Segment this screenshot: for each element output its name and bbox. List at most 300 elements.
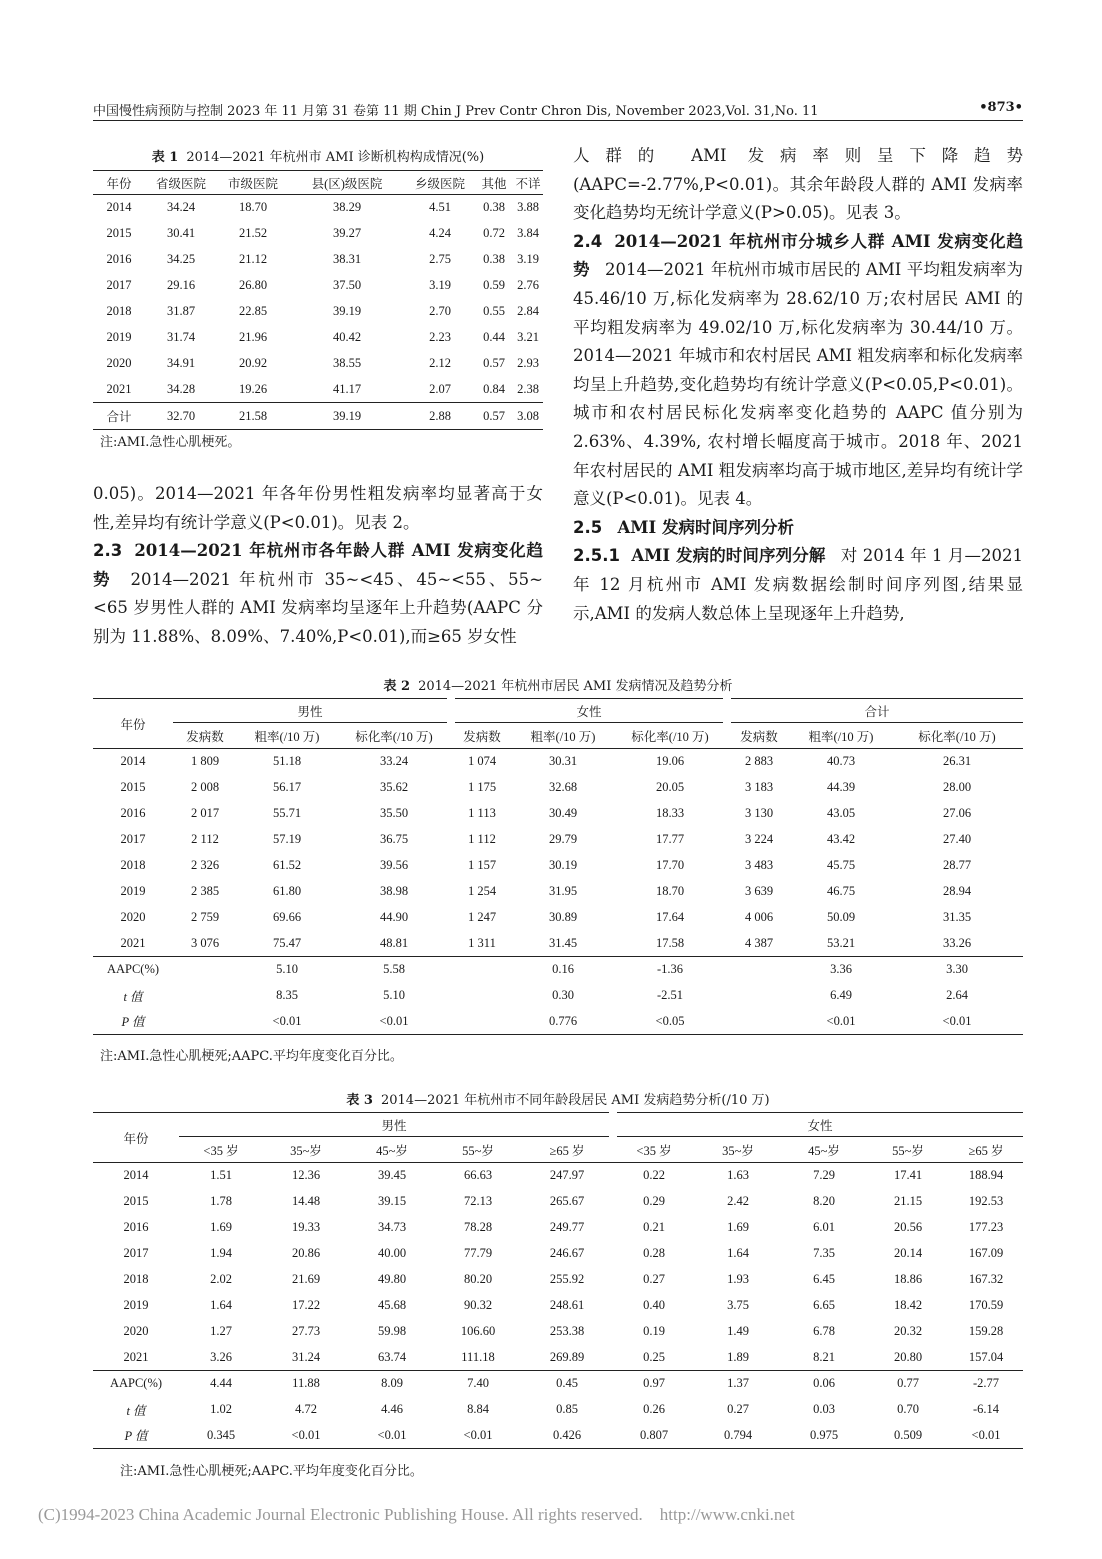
table-cell: 17.70: [655, 858, 685, 872]
table-cell: 12.36: [291, 1168, 321, 1183]
table3-year-header: 年份: [93, 1113, 179, 1163]
table-cell: 90.32: [463, 1298, 493, 1312]
table-cell: 34.91: [166, 356, 196, 370]
table-cell: 2 385: [190, 884, 220, 898]
table1-row: [93, 351, 543, 377]
table-cell: 8.35: [276, 988, 298, 1002]
table-cell: 18.70: [655, 884, 685, 898]
table-cell: [727, 957, 791, 983]
table2-subheader-row: [93, 723, 1023, 749]
table-cell: 32.70: [166, 408, 196, 423]
table-cell: 2.75: [429, 252, 451, 266]
table-cell: 39.19: [332, 408, 362, 423]
table2-subheader: 粗率(/10 万): [808, 729, 874, 744]
table-cell: 20.32: [893, 1324, 923, 1338]
table1-header-cell: 省级医院: [155, 176, 206, 191]
table-cell: 40.73: [826, 754, 856, 769]
table-cell: 26.31: [942, 754, 972, 769]
table-cell: 14.48: [291, 1194, 321, 1208]
table-cell: 3.75: [727, 1298, 749, 1312]
table3-title: 2014—2021 年杭州市不同年龄段居民 AMI 发病趋势分析(/10 万): [380, 1093, 770, 1108]
table-cell: [451, 983, 513, 1009]
table-cell: 34.24: [166, 200, 196, 215]
table-cell: 43.42: [826, 832, 856, 846]
section-number: 2.5.1: [573, 546, 620, 566]
table-cell: 18.70: [238, 200, 268, 215]
table2-row: [93, 853, 1023, 879]
table-cell: 39.27: [332, 226, 362, 240]
table-cell: 35.62: [379, 780, 409, 794]
row-label-cell: 2016: [106, 252, 132, 266]
table-cell: 8.20: [813, 1194, 835, 1208]
table-cell: 3 183: [744, 780, 774, 794]
table-cell: 61.52: [272, 858, 302, 872]
table-cell: 0.794: [723, 1427, 753, 1442]
table-cell: 2.12: [429, 356, 451, 370]
table3-subheader: 45~岁: [808, 1143, 840, 1158]
table-cell: 11.88: [292, 1376, 320, 1391]
table-cell: 2.76: [517, 278, 539, 292]
table-cell: 50.09: [826, 910, 856, 924]
table2-subheader: 粗率(/10 万): [530, 729, 596, 744]
table-cell: 44.90: [379, 910, 409, 924]
table-cell: 0.44: [483, 330, 505, 344]
table3-group-row: [93, 1113, 1023, 1137]
table-cell: 20.14: [893, 1246, 923, 1260]
table-cell: -2.51: [656, 988, 684, 1002]
table-cell: 44.39: [826, 780, 856, 794]
table-cell: <0.01: [463, 1427, 493, 1442]
left-paragraph: 0.05)。2014—2021 年各年份男性粗发病率均显著高于女性,差异均有统计学意义(P<0.01)。见表 2。: [93, 484, 543, 532]
table2-subheader: 粗率(/10 万): [254, 729, 320, 744]
table-cell: [727, 1009, 791, 1035]
table-cell: 0.72: [483, 226, 505, 240]
row-label-cell: 2016: [120, 806, 146, 820]
table2-group-row: [93, 699, 1023, 723]
table-cell: <0.01: [971, 1427, 1001, 1442]
table-cell: 0.27: [727, 1402, 749, 1416]
table3-group-header: 男性: [179, 1113, 613, 1137]
table-cell: 3.19: [517, 252, 539, 266]
table-cell: 40.00: [377, 1246, 407, 1260]
table-cell: 2.88: [429, 408, 451, 423]
table-cell: 20.86: [291, 1246, 321, 1260]
table-cell: 1.27: [210, 1324, 232, 1338]
table-cell: 0.84: [483, 381, 505, 396]
table-cell: 39.56: [379, 858, 409, 872]
table-cell: 36.75: [379, 832, 409, 846]
table-cell: 1.93: [727, 1272, 749, 1286]
table-cell: 188.94: [968, 1168, 1004, 1183]
table3-stat-row: [93, 1397, 1023, 1423]
table-cell: 0.03: [813, 1402, 835, 1416]
table-cell: 45.68: [377, 1298, 407, 1312]
table-cell: 6.65: [813, 1298, 835, 1312]
table-cell: 1.51: [210, 1168, 232, 1183]
table-cell: 4.24: [429, 226, 451, 240]
table-cell: 34.25: [166, 252, 196, 266]
table2-group-header: 合计: [727, 699, 1023, 723]
section-body: 2014—2021 年杭州市 35~<45、45~<55、55~<65 岁男性人群的 AMI 发病率均呈逐年上升趋势(AAPC 分别为 11.88%、8.09%、7.40%,P<0.01),而≥65 岁女性: [93, 569, 544, 646]
section-2-5: [573, 514, 1023, 543]
table-cell: 167.09: [968, 1246, 1004, 1260]
table-cell: 38.98: [379, 884, 409, 898]
table-cell: 2 326: [190, 858, 220, 872]
table-cell: 3.19: [429, 278, 451, 292]
table-cell: 4.46: [381, 1402, 403, 1416]
table-cell: 0.28: [643, 1246, 665, 1260]
table-cell: 40.42: [332, 330, 362, 344]
table-cell: 21.96: [238, 330, 268, 344]
table-cell: 3 076: [190, 935, 220, 950]
table-cell: 0.70: [897, 1402, 919, 1416]
table-cell: 2 883: [744, 754, 774, 769]
page-number: •873•: [979, 100, 1023, 115]
table-cell: 43.05: [826, 806, 856, 820]
table-cell: 4 006: [744, 910, 774, 924]
table2-subheader: 发病数: [463, 729, 501, 744]
table1-caption: [93, 146, 543, 165]
table3-caption: [93, 1089, 1023, 1108]
table1-header-cell: 其他: [481, 176, 507, 191]
table-cell: 2.64: [946, 988, 968, 1002]
table3-subheader: <35 岁: [203, 1143, 239, 1158]
row-label-cell: 2018: [120, 858, 146, 872]
table-cell: 17.77: [655, 832, 685, 846]
table1-row: [93, 377, 543, 403]
table-cell: 0.97: [643, 1376, 665, 1391]
table-cell: 1 113: [468, 806, 496, 820]
table-cell: 27.73: [291, 1324, 321, 1338]
section-body: 对 2014 年 1 月—2021 年 12 月杭州市 AMI 发病数据绘制时间序列图,结果显示,AMI 的发病人数总体上呈现逐年上升趋势,: [573, 546, 1023, 623]
table-cell: 0.55: [483, 304, 505, 318]
table-cell: 38.55: [332, 356, 362, 370]
table-cell: 18.86: [893, 1272, 923, 1286]
table-cell: 1 809: [190, 754, 220, 769]
table-cell: 1.89: [727, 1349, 749, 1364]
row-label-cell: 2020: [106, 356, 132, 370]
table-cell: 106.60: [460, 1324, 496, 1338]
table1-row: [93, 299, 543, 325]
table-cell: 249.77: [549, 1220, 585, 1234]
row-label-cell: 合计: [106, 410, 132, 424]
table2-label: 表 2: [383, 679, 411, 694]
table3-label: 表 3: [346, 1093, 373, 1108]
table-cell: 3.84: [517, 226, 539, 240]
table-cell: 0.26: [643, 1402, 665, 1416]
table2-subheader: 标化率(/10 万): [631, 729, 709, 744]
table-cell: 2.42: [727, 1194, 749, 1208]
table-cell: 53.21: [826, 935, 856, 950]
table3-subheader: 55~岁: [462, 1143, 494, 1158]
row-label-cell: 2014: [120, 754, 146, 769]
table-cell: 0.16: [552, 962, 574, 977]
table-cell: 39.19: [332, 304, 362, 318]
table-cell: 30.19: [548, 858, 578, 872]
right-column: [573, 142, 1023, 628]
table-cell: 2.38: [517, 381, 539, 396]
table-cell: 0.776: [548, 1013, 578, 1028]
table3-row: [93, 1163, 1023, 1189]
table1-title: 2014—2021 年杭州市 AMI 诊断机构构成情况(%): [186, 150, 485, 165]
table-cell: 159.28: [968, 1324, 1004, 1338]
table-cell: 38.29: [332, 200, 362, 215]
table-cell: 1 254: [467, 884, 497, 898]
table-cell: 2.07: [429, 381, 451, 396]
table-cell: 72.13: [463, 1194, 493, 1208]
table3-subheader: 55~岁: [892, 1143, 924, 1158]
table-cell: 18.42: [893, 1298, 923, 1312]
table-cell: 22.85: [238, 304, 268, 318]
table1-header-cell: 乡级医院: [414, 176, 465, 191]
table-cell: 1.64: [210, 1298, 232, 1312]
table-cell: 5.58: [383, 962, 405, 977]
table-cell: 6.49: [830, 988, 852, 1002]
row-label-cell: 2020: [123, 1324, 149, 1338]
table-cell: 2 112: [191, 832, 219, 846]
table-cell: 31.74: [166, 330, 196, 344]
section-title: 2014—2021 年杭州市各年龄人群 AMI 发病变化趋势: [93, 541, 543, 589]
table-cell: [451, 1009, 513, 1035]
table-cell: 19.33: [291, 1220, 321, 1234]
table-cell: 0.807: [639, 1427, 669, 1442]
table1-header-cell: 市级医院: [227, 176, 278, 191]
table-cell: 20.05: [655, 780, 685, 794]
table-cell: 0.27: [643, 1272, 665, 1286]
table-cell: 8.21: [813, 1349, 835, 1364]
table3-row: [93, 1293, 1023, 1319]
table-cell: 69.66: [272, 910, 302, 924]
table-cell: 35.50: [379, 806, 409, 820]
table-cell: <0.01: [942, 1013, 972, 1028]
table3-note: 注:AMI.急性心肌梗死;AAPC.平均年度变化百分比。: [120, 1464, 423, 1479]
row-label-cell: t 值: [123, 989, 143, 1004]
row-label-cell: 2018: [106, 304, 132, 318]
table-cell: 78.28: [463, 1220, 493, 1234]
table-cell: 49.80: [377, 1272, 407, 1286]
table2-subheader: 标化率(/10 万): [355, 729, 433, 744]
left-column: [93, 480, 543, 652]
table-cell: 29.16: [166, 278, 196, 292]
table2-note: 注:AMI.急性心肌梗死;AAPC.平均年度变化百分比。: [100, 1049, 403, 1064]
table-cell: 1.69: [210, 1220, 232, 1234]
table-cell: 28.94: [942, 884, 972, 898]
table-cell: 248.61: [549, 1298, 585, 1312]
table3-row: [93, 1267, 1023, 1293]
table-cell: 30.89: [548, 910, 578, 924]
table-cell: 17.64: [655, 910, 685, 924]
table-cell: 0.29: [643, 1194, 665, 1208]
table-cell: -2.77: [972, 1376, 1000, 1391]
table-cell: 32.68: [548, 780, 578, 794]
table-cell: 31.24: [291, 1349, 321, 1364]
table-cell: 0.975: [809, 1427, 839, 1442]
section-title: 2014—2021 年杭州市分城乡人群 AMI 发病变化趋势: [573, 231, 1023, 280]
table-cell: 0.30: [552, 988, 574, 1002]
table-cell: 0.19: [643, 1324, 665, 1338]
table-cell: 4 387: [744, 935, 774, 950]
table-cell: 59.98: [377, 1324, 407, 1338]
table-cell: 4.72: [295, 1402, 317, 1416]
table3-group-header: 女性: [613, 1113, 1023, 1137]
table2-row: [93, 801, 1023, 827]
table3-stat-row: [93, 1371, 1023, 1397]
table-cell: <0.01: [377, 1427, 407, 1442]
table-cell: 0.85: [556, 1402, 578, 1416]
table2-subheader: 标化率(/10 万): [918, 729, 996, 744]
table-cell: 17.41: [893, 1168, 923, 1183]
table-cell: 5.10: [276, 962, 298, 977]
table-cell: 5.10: [383, 988, 405, 1002]
table2-stat-row: [93, 957, 1023, 983]
table-cell: 177.23: [968, 1220, 1004, 1234]
table-cell: 1.02: [210, 1402, 232, 1416]
table-cell: [173, 957, 237, 983]
table-cell: 17.22: [291, 1298, 321, 1312]
table-cell: 1 247: [467, 910, 497, 924]
row-label-cell: 2015: [106, 226, 132, 240]
table-cell: 21.15: [893, 1194, 923, 1208]
table3-stat-row: [93, 1423, 1023, 1449]
table-cell: 26.80: [238, 278, 268, 292]
table1-row: [93, 247, 543, 273]
table-cell: 33.26: [942, 935, 972, 950]
table2-stat-row: [93, 983, 1023, 1009]
table-cell: 8.84: [467, 1402, 489, 1416]
table1-row: [93, 195, 543, 221]
row-label-cell: 2014: [106, 200, 132, 215]
table3-subheader: ≥65 岁: [549, 1143, 585, 1158]
table-cell: 2.70: [429, 304, 451, 318]
table-cell: 253.38: [549, 1324, 585, 1338]
table-cell: -1.36: [656, 962, 684, 977]
table2: [93, 698, 1023, 1035]
section-2-3: [93, 537, 543, 651]
table-cell: 1.37: [727, 1376, 749, 1391]
table-cell: 7.29: [813, 1168, 835, 1183]
table-cell: 75.47: [272, 935, 302, 950]
table-cell: 31.45: [548, 935, 578, 950]
table-cell: 51.18: [272, 754, 302, 769]
row-label-cell: 2017: [120, 832, 146, 846]
table-cell: 3.26: [210, 1349, 232, 1364]
row-label-cell: AAPC(%): [106, 962, 160, 977]
table-cell: 37.50: [332, 278, 362, 292]
row-label-cell: 2016: [123, 1220, 149, 1234]
row-label-cell: 2019: [120, 884, 146, 898]
table-cell: 56.17: [272, 780, 302, 794]
table-cell: 4.51: [429, 200, 451, 215]
table-cell: 1.64: [727, 1246, 749, 1260]
table-cell: 0.40: [643, 1298, 665, 1312]
table-cell: 6.01: [813, 1220, 835, 1234]
table-cell: 0.57: [483, 408, 505, 423]
table-cell: 20.56: [893, 1220, 923, 1234]
table-cell: 30.31: [548, 754, 578, 769]
row-label-cell: 2014: [123, 1168, 149, 1183]
row-label-cell: 2015: [120, 780, 146, 794]
table-cell: 0.22: [643, 1168, 665, 1183]
row-label-cell: 2020: [120, 910, 146, 924]
table3-row: [93, 1345, 1023, 1371]
table-cell: [173, 983, 237, 1009]
table-cell: 2.84: [517, 304, 539, 318]
table1-row: [93, 221, 543, 247]
table-cell: 2 008: [190, 780, 220, 794]
table-cell: 3 224: [744, 832, 774, 846]
table-cell: 247.97: [549, 1168, 585, 1183]
table2-row: [93, 749, 1023, 775]
table-cell: 31.95: [548, 884, 578, 898]
table-cell: 269.89: [549, 1349, 585, 1364]
table-cell: 3.30: [946, 962, 968, 977]
table-cell: 3.88: [517, 200, 539, 215]
section-title: AMI 发病时间序列分析: [617, 517, 795, 537]
table1-header-cell: 年份: [106, 176, 132, 191]
section-2-4: [573, 228, 1023, 514]
table3-subheader: ≥65 岁: [968, 1143, 1004, 1158]
right-paragraph: 人群的 AMI 发病率则呈下降趋势(AAPC=-2.77%,P<0.01)。其余年龄段人群的 AMI 发病率变化趋势均无统计学意义(P>0.05)。见表 3。: [573, 146, 1023, 223]
table-cell: 19.06: [655, 754, 685, 769]
table2-row: [93, 931, 1023, 957]
section-body: 2014—2021 年杭州市城市居民的 AMI 平均粗发病率为 45.46/10 万,标化发病率为 28.62/10 万;农村居民 AMI 的平均粗发病率为 49.02/10 万,标化发病率为 30.44/10 万。2014—2021 年城市和农村居民 AMI 粗发病率和标化发病率均呈上升趋势,变化趋势均有统计学意义(P<0.05,P<0.01)。城市和农村居民标化发病率变化趋势的 AAPC 值分别为 2.63%、4.39%, 农村增长幅度高于城市。2018 年、2021 年农村居民的 AMI 粗发病率均高于城市地区,差异均有统计学意义(P<0.01)。见表 4。: [573, 260, 1024, 509]
table-cell: 80.20: [463, 1272, 493, 1286]
row-label-cell: P 值: [124, 1429, 148, 1444]
row-label-cell: 2017: [123, 1246, 149, 1260]
table1-total-row: [93, 403, 543, 430]
table-cell: 28.77: [942, 858, 972, 872]
table-cell: 31.35: [942, 910, 972, 924]
table-cell: 21.69: [291, 1272, 321, 1286]
table3-subheader-row: [93, 1137, 1023, 1163]
table-cell: 30.49: [548, 806, 578, 820]
row-label-cell: t 值: [126, 1403, 146, 1418]
table-cell: 8.09: [381, 1376, 403, 1391]
table3-subheader: 35~岁: [722, 1143, 754, 1158]
table-cell: 265.67: [549, 1194, 585, 1208]
table-cell: 39.45: [377, 1168, 407, 1183]
table-cell: 255.92: [549, 1272, 585, 1286]
row-label-cell: 2021: [120, 935, 146, 950]
table-cell: 31.87: [166, 304, 196, 318]
table-cell: 2 017: [190, 806, 220, 820]
table-cell: 3 639: [744, 884, 774, 898]
table-cell: 21.12: [238, 252, 268, 266]
table-cell: 30.41: [166, 226, 196, 240]
table2-year-header: 年份: [93, 699, 173, 749]
table2-subheader: 发病数: [186, 729, 224, 744]
table-cell: 0.45: [556, 1376, 578, 1391]
table-cell: 1.49: [727, 1324, 749, 1338]
table2-caption: [93, 675, 1023, 694]
table-cell: -6.14: [972, 1402, 1000, 1416]
table-cell: 1.63: [727, 1168, 749, 1183]
row-label-cell: 2017: [106, 278, 132, 292]
table2-subheader: 发病数: [740, 729, 778, 744]
table1-header-cell: 不详: [515, 176, 541, 191]
table-cell: 20.80: [893, 1349, 923, 1364]
table1-header-row: [93, 171, 543, 195]
row-label-cell: 2018: [123, 1272, 149, 1286]
table-cell: <0.05: [655, 1013, 685, 1028]
table-cell: 0.77: [897, 1376, 919, 1391]
table-cell: 21.58: [238, 408, 268, 423]
table-cell: 33.24: [379, 754, 409, 769]
copyright-footer: (C)1994-2023 China Academic Journal Electronic Publishing House. All rights reserved. http://www.cnki.net: [38, 1505, 795, 1524]
table2-title: 2014—2021 年杭州市居民 AMI 发病情况及趋势分析: [418, 679, 733, 694]
table-cell: 61.80: [272, 884, 302, 898]
table-cell: 29.79: [548, 832, 578, 846]
